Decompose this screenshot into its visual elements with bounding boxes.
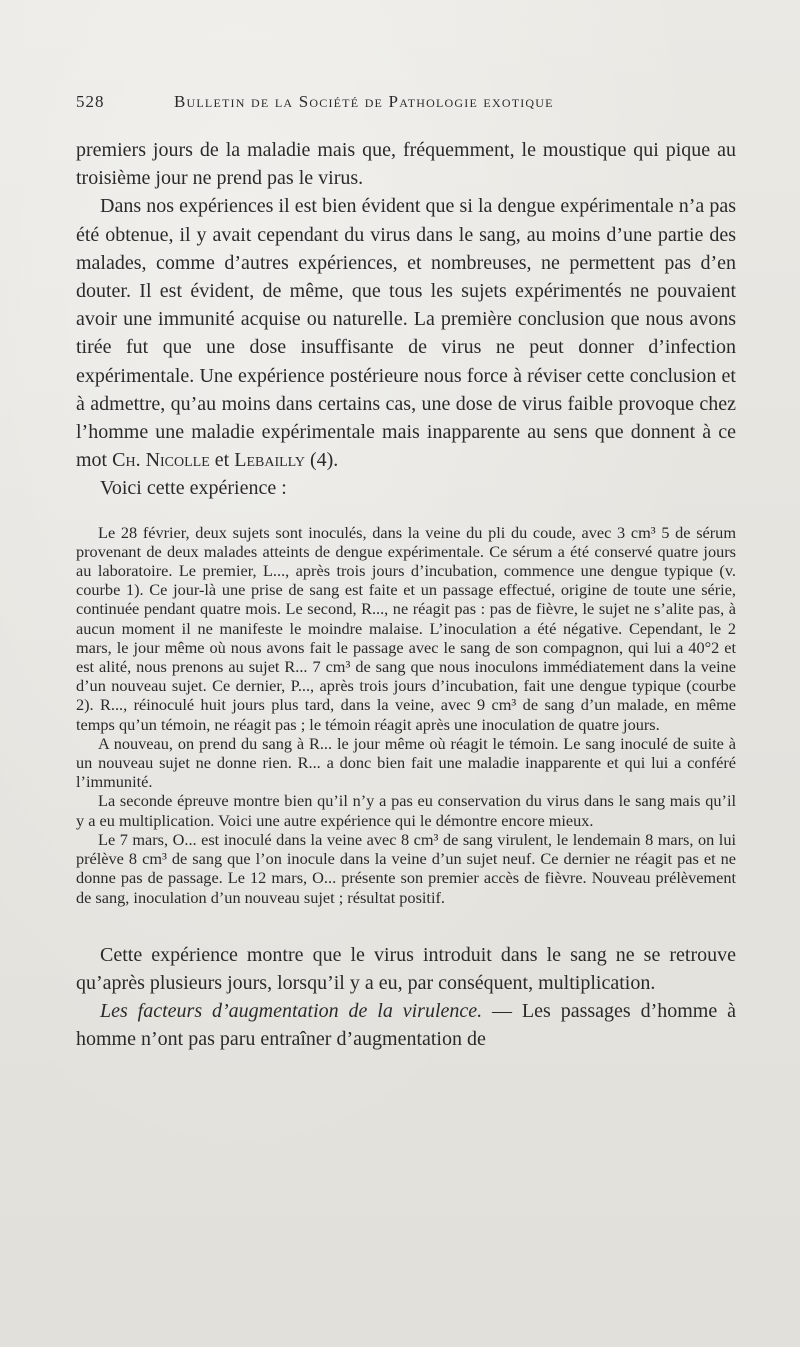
paragraph-experiments <box>76 192 736 474</box>
paragraph-continuation: premiers jours de la maladie mais que, fréquemment, le moustique qui pique au troisième jour ne prend pas le virus. <box>76 139 736 190</box>
page-header <box>76 92 740 118</box>
paragraph-experiments-text: Dans nos expériences il est bien évident que si la dengue expérimentale n’a pas été obtenue, il y avait cependant du virus dans le sang, au moins d’une partie des malades, comme d’autres expériences, et nombreuses, ne permettent pas d’en douter. Il est évident, de même, que tous les sujets expérimentés ne pouvaient avoir une immunité acquise ou naturelle. La première conclusion que nous avons tirée fut que une dose insuffisante de virus ne peut donner d’infection expérimentale. Une expérience postérieure nous force à réviser cette conclusion et à admettre, qu’au moins dans certains cas, une dose de virus faible provoque chez l’homme une maladie expérimentale mais inapparente au sens que donnent à ce mot <box>76 195 736 472</box>
experiment-paragraph-4: Le 7 mars, O... est inoculé dans la veine avec 8 cm³ de sang virulent, le lendemain 8 mars, on lui prélève 8 cm³ de sang que l’on inocule dans la veine d’un sujet neuf. Ce dernier ne réagit pas et ne donne pas de passage. Le 12 mars, O... présente son premier accès de fièvre. Nouveau prélèvement de sang, inoculation d’un nouveau sujet ; résultat positif. <box>76 829 736 907</box>
reference-number: (4). <box>304 449 339 472</box>
author-lebailly: Lebailly <box>234 449 305 472</box>
experiment-paragraph-1: Le 28 février, deux sujets sont inoculés, dans la veine du pli du coude, avec 3 cm³ 5 de sérum provenant de deux malades atteints de dengue expérimentale. Ce sérum a été conservé quatre jours au laboratoire. Le premier, L..., après trois jours d’incubation, commence une dengue typique (v. courbe 1). Ce jour-là une prise de sang est faite et un passage effectué, origine de toute une série, continuée pendant quatre mois. Le second, R..., ne réagit pas : pas de fièvre, le sujet ne s’alite pas, à aucun moment il ne manifeste le moindre malaise. L’inoculation a été négative. Cependant, le 2 mars, le jour même où nous avons fait le passage avec le sang de son compagnon, qui lui a 40°2 et est alité, nous prenons au sujet R... 7 cm³ de sang que nous inoculons immédiatement dans la veine d’un nouveau sujet. Ce dernier, P..., après trois jours d’incubation, fait une dengue typique (courbe 2). R..., réinoculé huit jours plus tard, dans la veine, avec 9 cm³ de sang d’un malade, en même temps qu’un témoin, ne réagit pas ; le témoin réagit après une inoculation de quatre jours. <box>76 522 736 734</box>
experiment-details <box>76 523 736 907</box>
page-body <box>76 136 736 1054</box>
paragraph-intro-experiment: Voici cette expérience : <box>100 477 287 500</box>
section-heading-virulence: Les facteurs d’augmentation de la virulence. <box>100 1000 483 1023</box>
experiment-paragraph-2: A nouveau, on prend du sang à R... le jour même où réagit le témoin. Le sang inoculé de suite à un nouveau sujet ne donne rien. R... a donc bien fait une maladie inapparente et qui lui a conféré l’immunité. <box>76 733 736 792</box>
experiment-paragraph-3: La seconde épreuve montre bien qu’il n’y a pas eu conservation du virus dans le sang mais qu’il y a eu multiplication. Voici une autre expérience qui le démontre encore mieux. <box>76 791 736 830</box>
author-nicolle: Ch. Nicolle <box>112 449 210 472</box>
page-number: 528 <box>76 92 105 111</box>
running-title: Bulletin de la Société de Pathologie exotique <box>174 92 554 111</box>
paragraph-virulence-text: — Les passages d’homme à homme n’ont pas paru entraîner d’augmentation de <box>76 1000 736 1051</box>
paragraph-conclusion: Cette expérience montre que le virus introduit dans le sang ne se retrouve qu’après plusieurs jours, lorsqu’il y a eu, par conséquent, multiplication. <box>76 943 736 994</box>
paragraph-virulence <box>76 997 736 1053</box>
conjunction: et <box>209 449 235 472</box>
